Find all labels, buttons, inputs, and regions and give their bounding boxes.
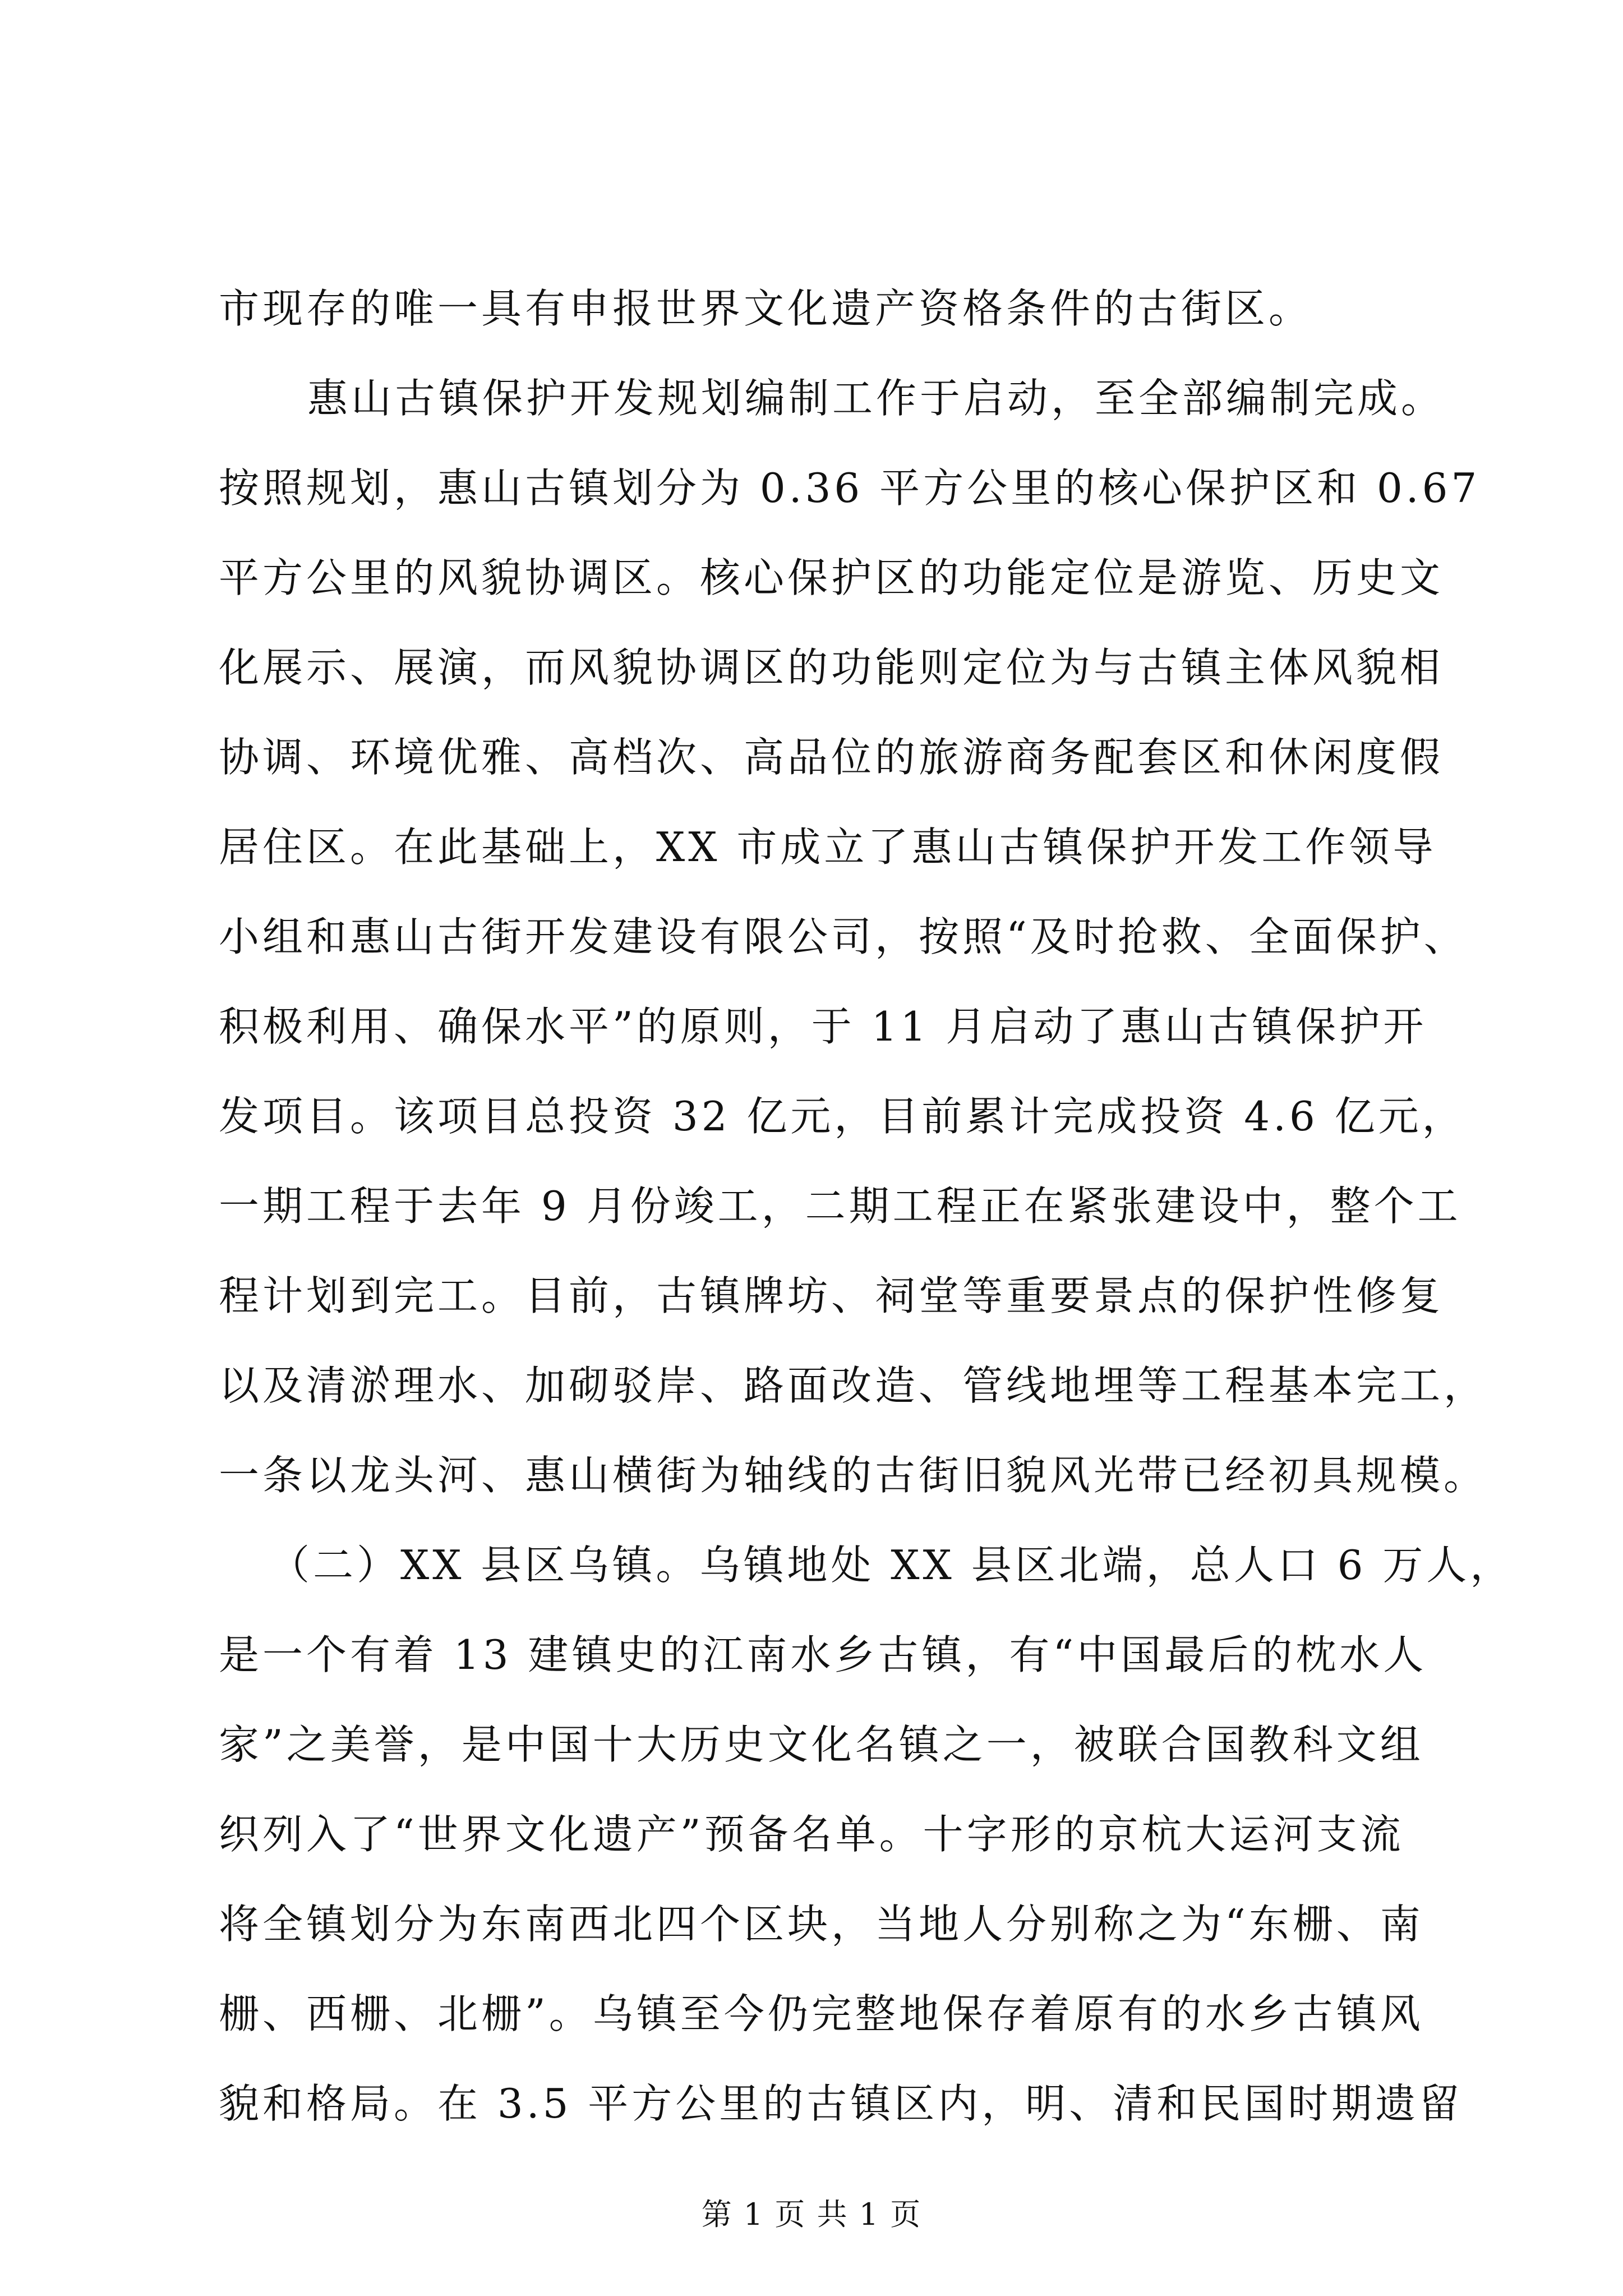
text-line: 是一个有着 13 建镇史的江南水乡古镇，有“中国最后的枕水人 — [219, 1631, 1427, 1678]
text-line: 发项目。该项目总投资 32 亿元，目前累计完成投资 4.6 亿元， — [219, 1093, 1466, 1140]
text-line: 家”之美誉，是中国十大历史文化名镇之一，被联合国教科文组 — [219, 1721, 1424, 1768]
section-heading-line: （二）XX 县区乌镇。乌镇地处 XX 县区北端，总人口 6 万人， — [269, 1542, 1514, 1589]
text-line: 貌和格局。在 3.5 平方公里的古镇区内，明、清和民国时期遗留 — [219, 2080, 1463, 2127]
text-line: 平方公里的风貌协调区。核心保护区的功能定位是游览、历史文 — [219, 554, 1444, 601]
text-line: 以及清淤理水、加砌驳岸、路面改造、管线地埋等工程基本完工， — [219, 1362, 1488, 1409]
text-line: 小组和惠山古街开发建设有限公司，按照“及时抢救、全面保护、 — [219, 913, 1468, 960]
text-line: 化展示、展演，而风貌协调区的功能则定位为与古镇主体风貌相 — [219, 644, 1444, 691]
text-line: 一条以龙头河、惠山横街为轴线的古街旧貌风光带已经初具规模。 — [219, 1452, 1488, 1499]
text-line: 市现存的唯一具有申报世界文化遗产资格条件的古街区。 — [219, 285, 1313, 332]
text-line: 栅、西栅、北栅”。乌镇至今仍完整地保存着原有的水乡古镇风 — [219, 1990, 1424, 2037]
text-line: 按照规划，惠山古镇划分为 0.36 平方公里的核心保护区和 0.67 — [219, 464, 1481, 512]
text-line: 积极利用、确保水平”的原则，于 11 月启动了惠山古镇保护开 — [219, 1003, 1427, 1050]
text-line: 程计划到完工。目前，古镇牌坊、祠堂等重要景点的保护性修复 — [219, 1272, 1444, 1319]
text-line: 协调、环境优雅、高档次、高品位的旅游商务配套区和休闲度假 — [219, 734, 1444, 781]
page-footer: 第 1 页 共 1 页 — [701, 2197, 922, 2232]
text-line: 织列入了“世界文化遗产”预备名单。十字形的京杭大运河支流 — [219, 1811, 1404, 1858]
text-line: 将全镇划分为东南西北四个区块，当地人分别称之为“东栅、南 — [219, 1901, 1424, 1948]
text-line: 居住区。在此基础上，XX 市成立了惠山古镇保护开发工作领导 — [219, 823, 1437, 871]
text-line: 一期工程于去年 9 月份竣工，二期工程正在紧张建设中，整个工 — [219, 1182, 1461, 1230]
paragraph-start: 惠山古镇保护开发规划编制工作于启动，至全部编制完成。 — [307, 375, 1445, 422]
